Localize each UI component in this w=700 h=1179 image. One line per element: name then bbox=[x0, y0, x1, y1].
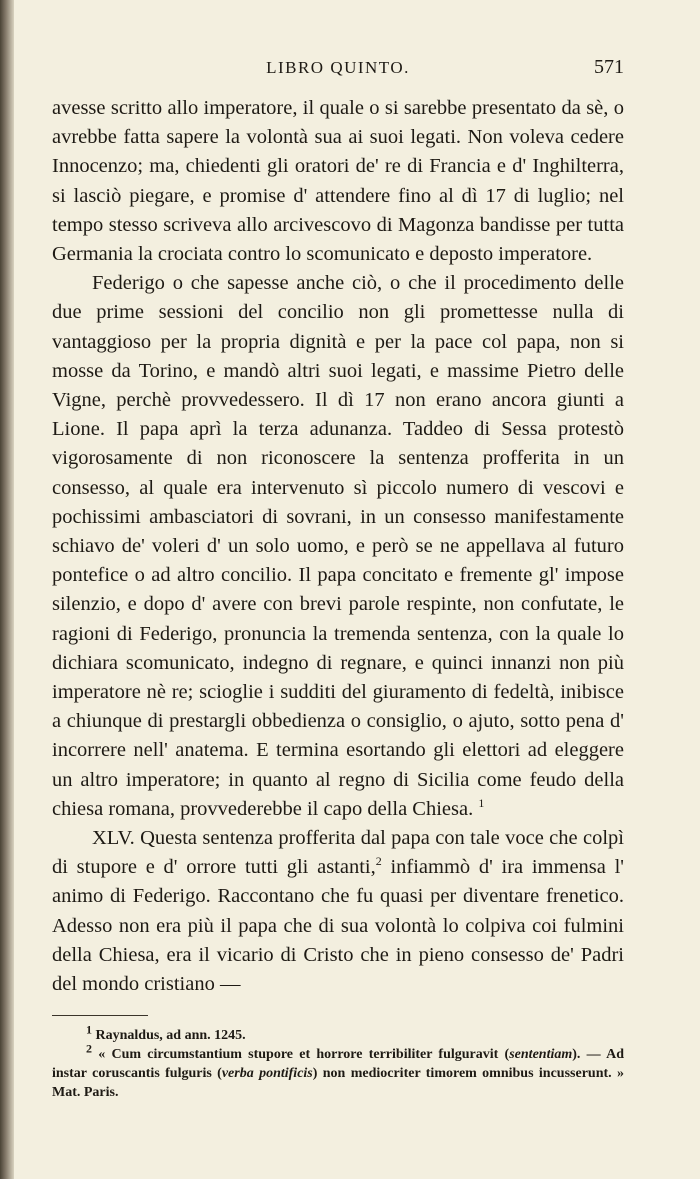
main-text bbox=[52, 94, 624, 999]
footnote-2-italic-2: verba pontificis bbox=[221, 1066, 313, 1082]
footnote-2 bbox=[52, 1041, 625, 1102]
footnote-ref-1: 1 bbox=[478, 796, 485, 811]
footnote-2-mark: 2 bbox=[86, 1041, 92, 1056]
footnote-1-text: Raynaldus, ad ann. 1245. bbox=[95, 1028, 246, 1044]
book-page bbox=[52, 52, 624, 1152]
paragraph-3 bbox=[52, 824, 624, 999]
running-title: LIBRO QUINTO. bbox=[266, 58, 410, 77]
paragraph-1-text: avesse scritto allo imperatore, il quale o si sarebbe presentato da sè, o avrebbe fatta sapere la volontà sua ai suoi legati. Non voleva cedere Innocenzo; ma, chiedenti gli oratori de' re di Francia e d' Inghilterra, si lasciò piegare, e promise d' attendere fino al dì 17 di luglio; nel tempo stesso scriveva allo arcivescovo di Magonza bandisse per tutta Germania la crociata contro lo scomunicato e deposto imperatore. bbox=[52, 97, 624, 266]
footnote-2-italic-1: sententiam bbox=[509, 1047, 573, 1063]
footnote-2-text-a: « Cum circumstantium stupore et horrore terribiliter fulguravit ( bbox=[98, 1047, 510, 1063]
footnotes bbox=[52, 1022, 625, 1102]
footnote-2-text-c: ) non mediocriter timorem omnibus incusserunt. » Mat. Paris. bbox=[52, 1066, 624, 1101]
footnote-1 bbox=[52, 1022, 624, 1045]
footnote-2-text-b: ). — Ad instar coruscantis fulguris ( bbox=[52, 1047, 625, 1082]
paragraph-2 bbox=[52, 269, 624, 824]
footnote-1-mark: 1 bbox=[86, 1022, 92, 1037]
footnote-ref-2: 2 bbox=[375, 854, 382, 869]
paragraph-3-text-b: infiammò d' ira immensa l' animo di Federigo. Raccontano che fu quasi per diventare frenetico. Adesso non era più il papa che di sua volontà lo colpiva coi fulmini della Chiesa, era il vicario di Cristo che in pieno consesso de' Padri del mondo cristiano — bbox=[52, 856, 624, 996]
paragraph-1 bbox=[52, 94, 624, 269]
paragraph-2-text: Federigo o che sapesse anche ciò, o che il procedimento delle due prime sessioni del concilio non gli promettesse nulla di vantaggioso per la propria dignità e per la pace col papa, non si mosse da Torino, e mandò altri suoi legati, e massime Pietro delle Vigne, perchè provvedessero. Il dì 17 non erano ancora giunti a Lione. Il papa aprì la terza adunanza. Taddeo di Sessa protestò vigorosamente di non riconoscere la sentenza profferita in un consesso, al quale era intervenuto sì piccolo numero di vescovi e pochissimi ambasciatori di sovrani, in un consesso manifestamente schiavo de' voleri d' un solo uomo, e però se ne appellava al futuro pontefice o ad altro concilio. Il papa concitato e fremente gl' impose silenzio, e dopo d' avere con brevi parole respinte, non confutate, le ragioni di Federigo, pronuncia la tremenda sentenza, con la quale lo dichiara scomunicato, indegno di regnare, e quinci innanzi non più imperatore nè re; scioglie i sudditi del giuramento di fedeltà, inibisce a chiunque di prestargli obbedienza o consiglio, o ajuto, sotto pena d' incorrere nell' anatema. E termina esortando gli elettori ad eleggere un altro imperatore; in quanto al regno di Sicilia come feudo della chiesa romana, provvederebbe il capo della Chiesa. bbox=[52, 272, 624, 820]
page-number: 571 bbox=[594, 56, 624, 78]
footnote-rule bbox=[52, 1015, 148, 1016]
paragraph-3-text-a: XLV. Questa sentenza profferita dal papa con tale voce che colpì di stupore e d' orrore tutti gli astanti, bbox=[52, 827, 624, 879]
book-binding-edge bbox=[0, 0, 14, 1179]
running-head bbox=[52, 52, 624, 86]
